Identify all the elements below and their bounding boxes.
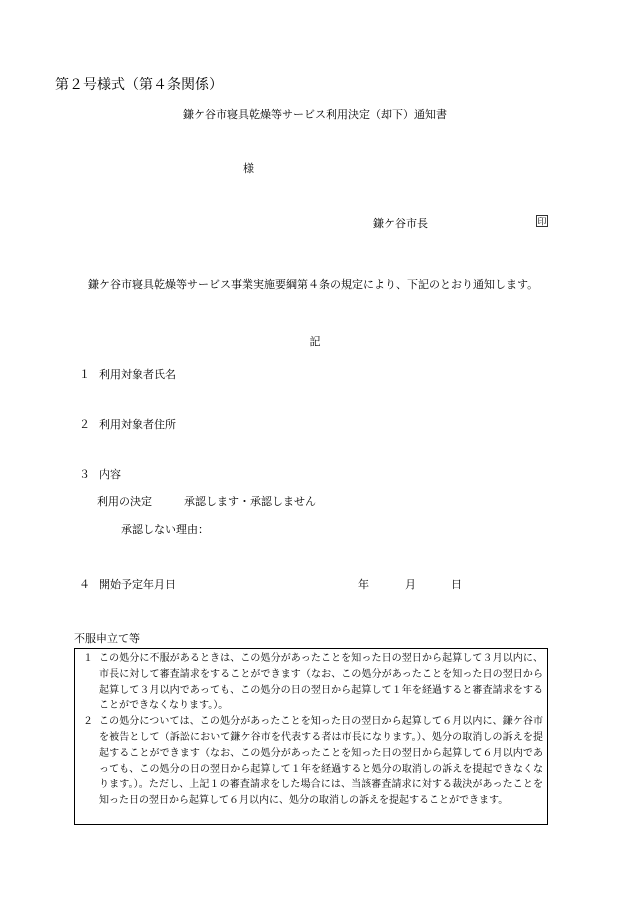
decision-row (97, 493, 316, 509)
addressee-honorific: 様 (243, 162, 254, 175)
seal-icon (536, 215, 548, 230)
date-day-unit: 日 (451, 578, 462, 591)
issuer-name: 鎌ケ谷市長 (373, 217, 428, 230)
item-label: 開始予定年月日 (99, 578, 176, 591)
item-recipient-address (79, 416, 176, 432)
item-start-date (79, 576, 176, 592)
note-text: この処分に不服があるときは、この処分があったことを知った日の翌日から起算して３月以内に、市長に対して審査請求をすることができます（なお、この処分があったことを知った日の翌日から起算して３月以内であっても、この処分の日の翌日から起算して１年を経過すると審査請求をすることができなくなります。）。 (99, 653, 543, 712)
appeal-note (81, 651, 543, 714)
item-number: １ (79, 368, 90, 381)
item-label: 利用対象者住所 (99, 418, 176, 431)
seal-char: 印 (537, 217, 547, 227)
note-number: １ (83, 653, 93, 664)
reject-reason-label: 承認しない理由： (121, 523, 209, 536)
note-text: この処分については、この処分があったことを知った日の翌日から起算して６月以内に、鎌ケ谷市を被告として（訴訟において鎌ケ谷市を代表する者は市長になります。）、処分の取消しの訴えを提起することができます（なお、この処分があったことを知った日の翌日から起算して６月以内であっても、この処分の日の翌日から起算して１年を経過すると処分の取消しの訴えを提起できなくなります。）。ただし、上記１の審査請求をした場合には、当該審査請求に対する裁決があったことを知った日の翌日から起算して６月以内に、処分の取消しの訴えを提起することができます。 (99, 716, 543, 807)
appeal-notice-box (74, 648, 548, 825)
date-month-unit: 月 (405, 578, 416, 591)
note-number: ２ (83, 716, 93, 728)
item-number: ３ (79, 468, 90, 481)
appeal-heading: 不服申立て等 (74, 632, 140, 645)
decision-label: 利用の決定 (97, 495, 152, 508)
item-label: 内容 (99, 468, 121, 481)
item-number: ２ (79, 418, 90, 431)
document-title: 鎌ケ谷市寝具乾燥等サービス利用決定（却下）通知書 (183, 108, 447, 121)
item-label: 利用対象者氏名 (99, 368, 176, 381)
item-number: ４ (79, 578, 90, 591)
decision-options: 承認します・承認しません (184, 495, 316, 508)
date-year-unit: 年 (358, 578, 369, 591)
item-content (79, 466, 121, 482)
item-recipient-name (79, 366, 176, 382)
appeal-note (81, 714, 543, 809)
intro-text: 鎌ケ谷市寝具乾燥等サービス事業実施要綱第４条の規定により、下記のとおり通知します。 (88, 278, 539, 291)
form-number: 第２号様式（第４条関係） (55, 77, 223, 93)
ki-heading: 記 (309, 335, 321, 348)
seal-frame (536, 215, 548, 227)
